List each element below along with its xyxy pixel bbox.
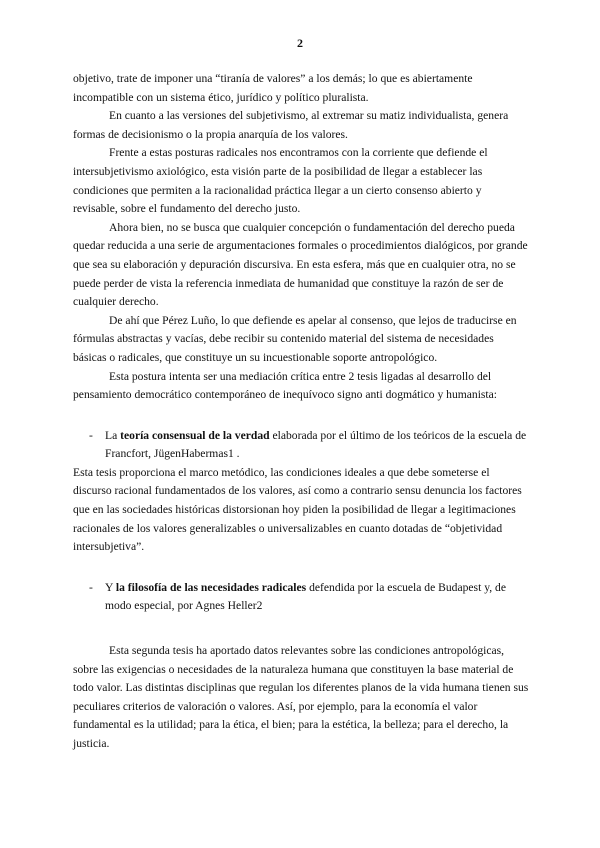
- bullet-bold-term: la filosofía de las necesidades radicales: [115, 580, 307, 594]
- bullet-pre: Y: [105, 580, 116, 594]
- paragraph-8: Esta segunda tesis ha aportado datos relevantes sobre las condiciones antropológicas, sobre las exigencias o necesidades de la naturaleza humana que constituyen la base material de todo valor. Las distintas disciplinas que regulan los diferentes planos de la vida humana tienen sus peculiares criterios de valoración o valores. Así, por ejemplo, para la economía el valor fundamental es la utilidad; para la ética, el bien; para la estética, la belleza; para el derecho, la justicia.: [73, 644, 529, 750]
- paragraph-7: Esta tesis proporciona el marco metódico, las condiciones ideales a que debe someterse el discurso racional fundamentados de los valores, así como a contrario sensu denuncia los factores que en las sociedades históricas distorsionan hoy piden la posibilidad de llegar a legitimaciones racionales de los valores generalizables o universalizables en cuanto dotadas de “objetividad intersubjetiva”.: [73, 465, 522, 554]
- list-item-habermas: [89, 427, 529, 464]
- paragraph-6: Esta postura intenta ser una mediación crítica entre 2 tesis ligadas al desarrollo del pensamiento democrático contemporáneo de inequívoco signo anti dogmático y humanista:: [73, 369, 498, 402]
- bullet-pre: La: [105, 428, 121, 442]
- bullet-post: defendida por la escuela de Budapest y, de modo especial, por Agnes Heller2: [105, 580, 506, 613]
- bullet-dash: -: [89, 580, 93, 594]
- bullet-post: elaborada por el último de los teóricos de la escuela de Francfort, JügenHabermas1 .: [105, 428, 527, 461]
- page-number: 2: [297, 36, 303, 50]
- bullet-text: [105, 579, 529, 616]
- bullet-bold-term: teoría consensual de la verdad: [120, 428, 270, 442]
- list-item-heller: [89, 579, 529, 616]
- document-body: [73, 70, 529, 754]
- paragraph-4: Ahora bien, no se busca que cualquier concepción o fundamentación del derecho pueda quedar reducida a una serie de argumentaciones formales o procedimientos dialógicos, por grande que sea su elaboración y depuración discursiva. En esta esfera, más que en cualquier otra, no se puede perder de vista la referencia inmediata de humanidad que constituye la razón de ser de cualquier derecho.: [73, 220, 528, 309]
- paragraph-5: De ahí que Pérez Luño, lo que defiende es apelar al consenso, que lejos de traducirse en fórmulas abstractas y vacías, debe recibir su contenido material del sistema de necesidades básicas o radicales, que constituye un su incuestionable soporte antropológico.: [73, 313, 517, 364]
- paragraph-3: Frente a estas posturas radicales nos encontramos con la corriente que defiende el intersubjetivismo axiológico, esta visión parte de la posibilidad de llegar a establecer las condiciones que permiten a la racionalidad práctica llegar a un cierto consenso abierto y revisable, sobre el fundamento del derecho justo.: [73, 146, 488, 216]
- paragraph-1: objetivo, trate de imponer una “tiranía de valores” a los demás; lo que es abiertamente incompatible con un sistema ético, jurídico y político pluralista.: [73, 72, 473, 104]
- bullet-text: [105, 427, 529, 464]
- paragraph-2: En cuanto a las versiones del subjetivismo, al extremar su matiz individualista, genera formas de decisionismo o la propia anarquía de los valores.: [73, 109, 509, 141]
- bullet-dash: -: [89, 428, 93, 442]
